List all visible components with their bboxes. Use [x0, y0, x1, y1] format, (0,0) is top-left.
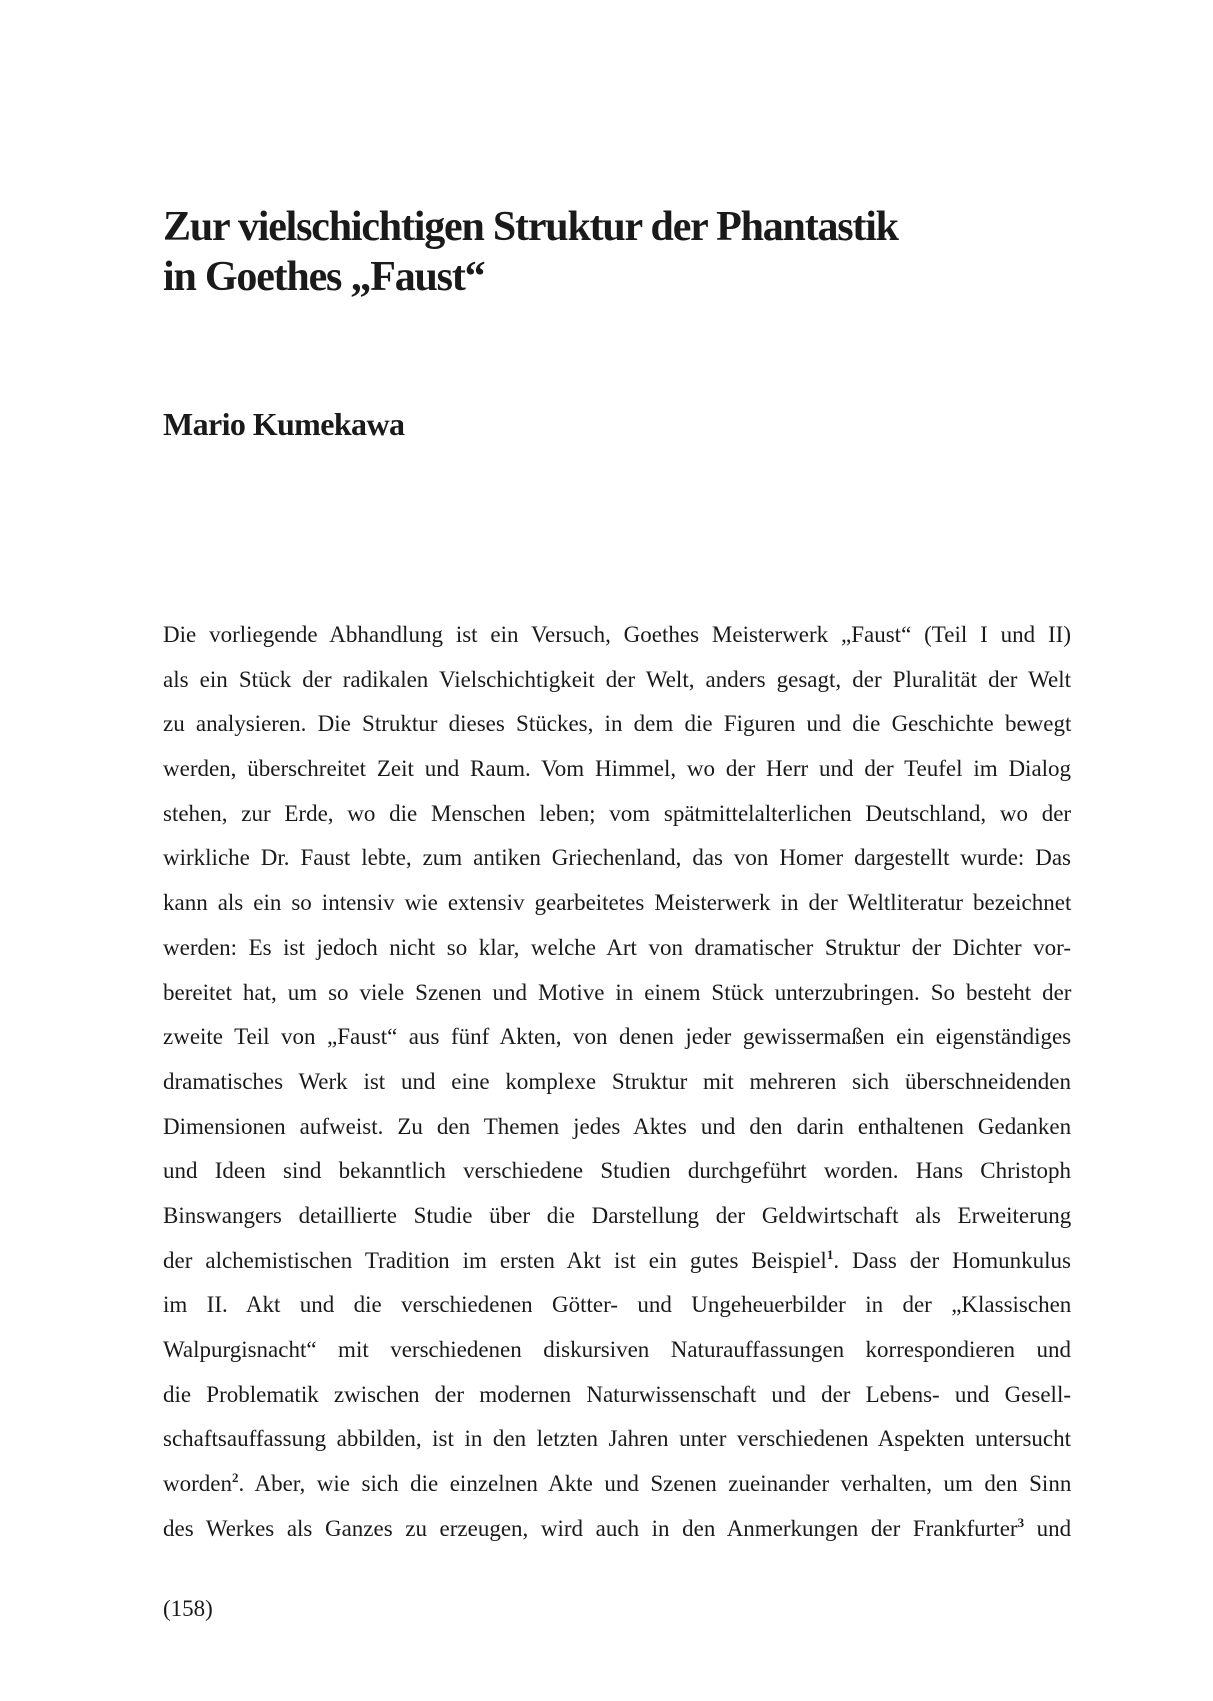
body-line-text: werden, überschreitet Zeit und Raum. Vom Himmel, wo der Herr und der Teufel im Dialog	[163, 756, 1072, 782]
body-line-text: des Werkes als Ganzes zu erzeugen, wird auch in den Anmerkungen der Frankfurter	[163, 1515, 1018, 1541]
body-line	[163, 1015, 1071, 1060]
body-line	[163, 1417, 1071, 1462]
author-name: Mario Kumekawa	[163, 406, 405, 442]
body-line-text: zweite Teil von „Faust“ aus fünf Akten, von denen jeder gewissermaßen ein eigenständiges	[163, 1024, 1072, 1050]
body-line	[163, 1373, 1071, 1418]
body-line-text: werden: Es ist jedoch nicht so klar, welche Art von dramatischer Struktur der Dichter vor-	[163, 934, 1072, 960]
body-line-text: Walpurgisnacht“ mit verschiedenen diskursiven Naturauffassungen korrespondieren und	[163, 1337, 1071, 1362]
body-line	[163, 1239, 1071, 1284]
abstract-body	[163, 613, 1071, 1551]
body-line	[163, 1194, 1071, 1239]
body-line-text: Dimensionen aufweist. Zu den Themen jedes Aktes und den darin enthaltenen Gedanken	[163, 1113, 1072, 1139]
body-line-text-continued: . Aber, wie sich die einzelnen Akte und Szenen zueinander verhalten, um den Sinn	[238, 1471, 1072, 1497]
body-line	[163, 971, 1071, 1016]
body-line-text: Die vorliegende Abhandlung ist ein Versuch, Goethes Meisterwerk „Faust“ (Teil I und II)	[163, 622, 1071, 647]
footnote-marker[interactable]: 3	[1017, 1514, 1025, 1530]
body-line	[163, 792, 1071, 837]
body-line-text: dramatisches Werk ist und eine komplexe Struktur mit mehreren sich überschneidenden	[163, 1068, 1071, 1094]
paper-title	[163, 202, 1063, 302]
body-line-text-continued: und	[1024, 1515, 1072, 1541]
body-line-text: Binswangers detaillierte Studie über die Darstellung der Geldwirtschaft als Erweiterung	[163, 1202, 1072, 1228]
title-line-2: in Goethes „Faust“	[163, 254, 485, 300]
body-line-text: und Ideen sind bekanntlich verschiedene Studien durchgeführt worden. Hans Christoph	[163, 1158, 1071, 1184]
body-line-text: stehen, zur Erde, wo die Menschen leben; vom spätmittelalterlichen Deutschland, wo der	[163, 800, 1072, 826]
page-number: (158)	[163, 1596, 213, 1621]
body-line-text: wirkliche Dr. Faust lebte, zum antiken Griechenland, das von Homer dargestellt wurde: Das	[163, 845, 1071, 871]
body-line	[163, 836, 1071, 881]
body-line	[163, 702, 1071, 747]
body-line	[163, 747, 1071, 792]
body-line	[163, 1283, 1071, 1328]
body-line	[163, 1507, 1071, 1552]
body-line	[163, 613, 1071, 658]
body-line-text: bereitet hat, um so viele Szenen und Motive in einem Stück unterzubringen. So besteht der	[163, 979, 1072, 1005]
footnote-marker[interactable]: 1	[826, 1246, 834, 1262]
body-line-text: im II. Akt und die verschiedenen Götter- und Ungeheuerbilder in der „Klassischen	[163, 1292, 1072, 1318]
body-line-text-continued: . Dass der Homunkulus	[833, 1247, 1071, 1273]
body-line-text: worden	[163, 1471, 232, 1497]
body-line	[163, 658, 1071, 703]
body-line	[163, 1060, 1071, 1105]
body-line-text: als ein Stück der radikalen Vielschichtigkeit der Welt, anders gesagt, der Pluralität der Welt	[163, 666, 1071, 692]
body-line-text: der alchemistischen Tradition im ersten Akt ist ein gutes Beispiel	[163, 1247, 827, 1273]
body-line-text: zu analysieren. Die Struktur dieses Stückes, in dem die Figuren und die Geschichte bewegt	[163, 711, 1072, 737]
body-line	[163, 1149, 1071, 1194]
body-line-text: kann als ein so intensiv wie extensiv gearbeitetes Meisterwerk in der Weltliteratur bezeichnet	[163, 890, 1072, 916]
body-line	[163, 1462, 1071, 1507]
title-line-1: Zur vielschichtigen Struktur der Phantastik	[163, 204, 898, 250]
body-line-text: schaftsauffassung abbilden, ist in den letzten Jahren unter verschiedenen Aspekten untersucht	[163, 1426, 1071, 1452]
body-line-text: die Problematik zwischen der modernen Naturwissenschaft und der Lebens- und Gesell-	[163, 1381, 1071, 1407]
body-line	[163, 926, 1071, 971]
footnote-marker[interactable]: 2	[231, 1470, 239, 1486]
body-line	[163, 881, 1071, 926]
body-line	[163, 1328, 1071, 1373]
body-line	[163, 1105, 1071, 1150]
